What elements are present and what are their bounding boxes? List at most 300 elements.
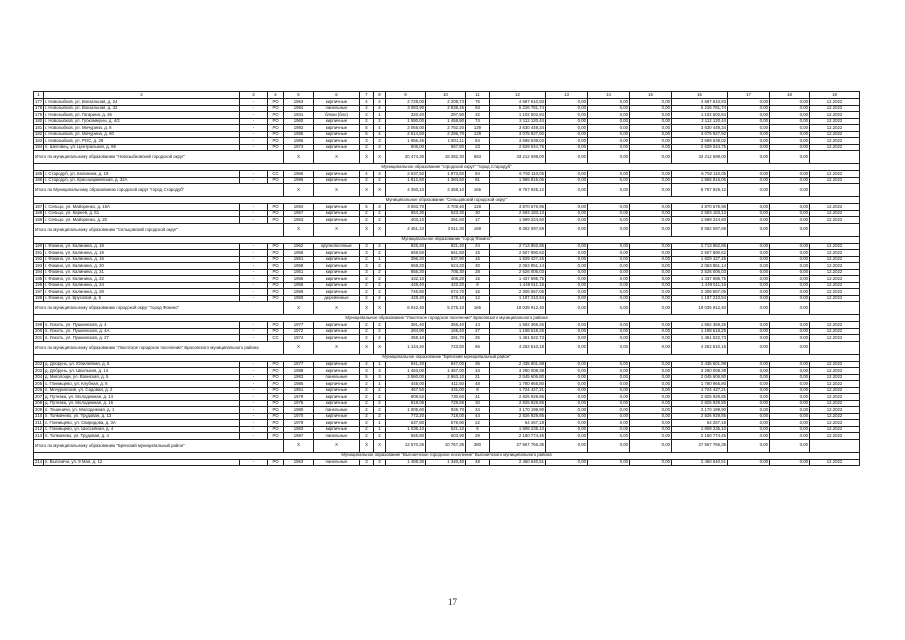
table-cell: 4 687 610,93 [490, 99, 546, 106]
table-cell: 64 [466, 138, 490, 145]
table-cell: 2 526 006,03 [672, 269, 728, 276]
table-cell: 12.2022 [810, 138, 860, 145]
header-cell: 9 [386, 92, 426, 99]
table-cell: 12.2022 [810, 217, 860, 224]
table-cell: 34 [466, 407, 490, 414]
table-cell: 0,00 [588, 112, 630, 119]
total-cell: X [374, 151, 386, 164]
total-cell: 0,00 [630, 223, 672, 236]
total-cell: X [360, 341, 374, 354]
table-cell: 12.2022 [810, 328, 860, 335]
table-cell: кирпичные [314, 250, 360, 257]
table-cell: 2 [360, 282, 374, 289]
total-cell: 27 567 766,35 [490, 439, 546, 452]
table-cell: 1979 [284, 394, 314, 401]
section-title: Муниципальное образование "Локотское городское поселение" Брасовского муниципального района [34, 315, 860, 322]
table-cell: РО [268, 125, 284, 132]
table-cell: 3 560,00 [386, 374, 426, 381]
table-cell: 0,00 [770, 289, 810, 296]
table-cell: г. Фокино, ул. Калинина, д. 28 [44, 289, 240, 296]
table-cell: кирпичные [314, 144, 360, 151]
table-cell: РО [268, 387, 284, 394]
table-cell: 32 [466, 112, 490, 119]
total-cell: 4 451,10 [386, 223, 426, 236]
total-cell: 0,00 [770, 439, 810, 452]
table-cell: 75 [466, 99, 490, 106]
table-cell: 445,40 [386, 282, 426, 289]
table-cell: 0,00 [588, 374, 630, 381]
table-cell: 2 [374, 210, 386, 217]
table-cell: 21 [466, 374, 490, 381]
total-cell: 0,00 [770, 151, 810, 164]
table-cell: 0,00 [770, 204, 810, 211]
table-cell: 2 [360, 420, 374, 427]
table-cell: 0,00 [728, 322, 770, 329]
total-cell: 5 275,10 [426, 302, 466, 315]
table-cell: 0,00 [546, 210, 588, 217]
table-cell: 2 629 044,75 [672, 144, 728, 151]
table-cell: 81 [466, 177, 490, 184]
table-cell: 2 826 929,85 [490, 413, 546, 420]
table-cell: крупноблочные [314, 243, 360, 250]
table-cell: 0,00 [546, 387, 588, 394]
total-cell: 0,00 [728, 302, 770, 315]
table-cell: 1983 [284, 374, 314, 381]
table-cell: РО [268, 322, 284, 329]
total-cell: 0,00 [588, 341, 630, 354]
table-cell: 2 [360, 426, 374, 433]
table-cell: 2 825 929,85 [672, 394, 728, 401]
table-cell: РО [268, 269, 284, 276]
total-cell [810, 302, 860, 315]
table-cell: 2 838,45 [426, 105, 466, 112]
table-cell: 2 614,50 [386, 131, 426, 138]
table-cell: 0,00 [546, 289, 588, 296]
table-cell: 2 [374, 118, 386, 125]
table-cell: - [240, 328, 268, 335]
table-cell: - [240, 361, 268, 368]
table-cell: 1 187 210,54 [672, 295, 728, 302]
table-cell: 0,00 [728, 276, 770, 283]
total-cell: 165 [466, 184, 490, 197]
table-cell: 2 526 006,03 [490, 269, 546, 276]
total-cell: 0,00 [588, 302, 630, 315]
table-cell: 2 [374, 295, 386, 302]
table-cell: 3 870 676,96 [490, 204, 546, 211]
table-cell: 2 637,50 [386, 171, 426, 178]
table-cell: - [240, 118, 268, 125]
table-cell: 0,00 [588, 118, 630, 125]
table-cell: 203 [35, 367, 43, 373]
table-cell: кирпичные [314, 204, 360, 211]
table-cell: 0,00 [728, 407, 770, 414]
table-cell: 0,00 [770, 381, 810, 388]
total-cell: X [284, 151, 314, 164]
total-row [34, 439, 860, 452]
table-cell: 0,00 [770, 263, 810, 270]
total-cell: 0,00 [770, 184, 810, 197]
table-cell: 429,20 [386, 295, 426, 302]
table-cell: - [240, 263, 268, 270]
table-cell: 2 296,70 [426, 131, 466, 138]
table-cell: 12.2022 [810, 112, 860, 119]
table-cell: 1 463,00 [386, 368, 426, 375]
table-cell: 0,00 [728, 459, 770, 466]
table-cell: 0,00 [770, 361, 810, 368]
table-cell: 0,00 [546, 374, 588, 381]
table-cell: д. Миголощи, ул. Воинская, д. 5 [44, 374, 240, 381]
section-title: Муниципальное образование "город Фокино" [34, 236, 860, 243]
table-cell: 1 340,40 [426, 459, 466, 466]
table-cell: кирпичные [314, 368, 360, 375]
table-cell: РО [268, 420, 284, 427]
table-cell: РО [268, 138, 284, 145]
table-cell: г. Новозыбков, ул. Губкоммуны, д. 4/2 [44, 118, 240, 125]
table-cell: 0,00 [588, 407, 630, 414]
table-cell: 0,00 [630, 125, 672, 132]
table-cell: 2 [360, 144, 374, 151]
table-cell: 297,90 [426, 112, 466, 119]
table-cell: 1 [374, 381, 386, 388]
table-cell: РО [268, 131, 284, 138]
total-cell: 0,00 [770, 302, 810, 315]
table-cell: - [240, 387, 268, 394]
table-cell: 0,00 [546, 118, 588, 125]
table-cell: 15 [466, 250, 490, 257]
section-row [34, 354, 860, 361]
table-cell: 0,00 [588, 394, 630, 401]
table-cell: 2 [360, 217, 374, 224]
total-cell: 4 350,10 [386, 184, 426, 197]
table-cell: 0,00 [630, 335, 672, 342]
table-cell: 2 063 851,14 [490, 263, 546, 270]
table-cell: п. Локоть, ул. Пушкинская, д. 27 [44, 335, 240, 342]
table-cell: 0,00 [728, 204, 770, 211]
table-cell: 3 [360, 263, 374, 270]
table-cell: 0,00 [728, 282, 770, 289]
total-label: Итого по муниципальному образованию городской округ "город Фокино" [34, 302, 284, 315]
table-cell: 0,00 [588, 131, 630, 138]
total-cell: 0,00 [588, 151, 630, 164]
table-cell: 411,50 [426, 381, 466, 388]
table-cell: - [240, 243, 268, 250]
table-cell: 0,00 [770, 322, 810, 329]
table-cell: 93 [466, 105, 490, 112]
table-cell: 0,00 [728, 335, 770, 342]
table-cell: 0,00 [728, 210, 770, 217]
table-cell: 12.2022 [810, 368, 860, 375]
table-cell: 0,00 [588, 171, 630, 178]
table-cell: 1958 [284, 250, 314, 257]
table-cell: 12.2022 [810, 204, 860, 211]
table-cell: 821,40 [426, 243, 466, 250]
table-cell: - [240, 335, 268, 342]
total-label: Итого по муниципальному образованию "Брянский муниципальный район" [34, 439, 284, 452]
table-cell: 1 [374, 256, 386, 263]
table-cell: 0,00 [588, 250, 630, 257]
table-cell: 5 [360, 374, 374, 381]
table-cell: кирпичные [314, 328, 360, 335]
total-cell: 0,00 [770, 223, 810, 236]
table-cell: кирпичные [314, 381, 360, 388]
table-cell: 0,00 [770, 394, 810, 401]
table-cell: РО [268, 426, 284, 433]
table-cell: 567,80 [426, 144, 466, 151]
total-cell: X [374, 223, 386, 236]
table-cell: 0,00 [728, 171, 770, 178]
header-cell: 15 [630, 92, 672, 99]
total-row [34, 341, 860, 354]
table-cell: 0,00 [770, 138, 810, 145]
table-cell: 8 [466, 387, 490, 394]
total-cell: X [314, 223, 360, 236]
table-cell: 0,00 [546, 328, 588, 335]
table-cell: 201 [35, 334, 43, 340]
table-cell: РО [268, 118, 284, 125]
table-cell: 3 [374, 138, 386, 145]
table-cell: 12.2022 [810, 118, 860, 125]
header-cell: 5 [284, 92, 314, 99]
table-cell: 2 [374, 413, 386, 420]
table-cell: 1 965 815,06 [672, 177, 728, 184]
table-cell: - [240, 374, 268, 381]
total-cell: X [284, 439, 314, 452]
table-cell: г. Новозыбков, ул. Мичурина, д. 8 [44, 125, 240, 132]
table-cell: 1 801,11 [426, 138, 466, 145]
table-cell: 15 [466, 289, 490, 296]
table-cell: 12 [466, 295, 490, 302]
table-cell: 180 [35, 118, 43, 124]
table-cell: 0,00 [588, 177, 630, 184]
table-cell: 177 [35, 98, 43, 104]
table-cell: кирпичные [314, 420, 360, 427]
total-cell: X [360, 439, 374, 452]
table-cell: 0,00 [588, 263, 630, 270]
section-row [34, 197, 860, 204]
table-cell: 1972 [284, 328, 314, 335]
table-cell: - [240, 210, 268, 217]
table-cell: 2 [374, 433, 386, 440]
table-cell: 1 437 695,75 [490, 276, 546, 283]
table-cell: 181 [35, 124, 43, 130]
table-cell: 0,00 [728, 413, 770, 420]
total-cell: 20 474,30 [386, 151, 426, 164]
table-cell: 0,00 [588, 99, 630, 106]
table-cell: 0,00 [546, 361, 588, 368]
table-cell: - [240, 394, 268, 401]
table-cell: 0,00 [630, 420, 672, 427]
table-cell: д. Путевка, ул. Молодежная, д. 16 [44, 400, 240, 407]
table-cell: 3 [374, 144, 386, 151]
table-cell: 422,20 [426, 282, 466, 289]
table-cell: 0,00 [728, 243, 770, 250]
table-cell: 0,00 [630, 118, 672, 125]
table-cell: 674,70 [426, 289, 466, 296]
table-cell: 2 963,10 [426, 374, 466, 381]
table-cell: 34 [466, 368, 490, 375]
table-cell: 0,00 [588, 433, 630, 440]
table-cell: 30 [466, 263, 490, 270]
table-cell: - [240, 459, 268, 466]
table-cell: 0,00 [588, 426, 630, 433]
table-cell: 0,00 [728, 125, 770, 132]
table-cell: 0,00 [630, 105, 672, 112]
table-cell: 64 267,18 [490, 420, 546, 427]
table-cell: кирпичные [314, 276, 360, 283]
table-cell: г. Новозыбков, ул. Вокзальная, д. 24 [44, 99, 240, 106]
table-cell: 3 [360, 243, 374, 250]
table-cell: 3 [374, 368, 386, 375]
table-cell: 0,00 [728, 105, 770, 112]
table-cell: 0,00 [630, 459, 672, 466]
table-cell: кирпичные [314, 131, 360, 138]
table-cell: РО [268, 105, 284, 112]
table-cell: 197 [35, 288, 43, 294]
table-cell: 1977 [284, 361, 314, 368]
table-cell: 214 [35, 459, 43, 465]
table-cell: 2 [374, 387, 386, 394]
table-cell: СС [268, 171, 284, 178]
table-cell: г. Новозыбков, ул. Гагарина, д. 26 [44, 112, 240, 119]
table-cell: 12.2022 [810, 177, 860, 184]
table-cell: д. Добрунь, ул. Юбилейная, д. 5 [44, 361, 240, 368]
table-cell: - [240, 105, 268, 112]
table-cell: 205 [35, 380, 43, 386]
total-cell: 0,00 [728, 341, 770, 354]
table-cell: 1 384,60 [426, 177, 466, 184]
table-cell: 730,60 [426, 394, 466, 401]
table-cell: 74 [466, 118, 490, 125]
table-cell: 12.2022 [810, 335, 860, 342]
table-cell: кирпичные [314, 289, 360, 296]
table-cell: 0,00 [546, 243, 588, 250]
table-cell: 0,00 [728, 361, 770, 368]
table-cell: 1958 [284, 289, 314, 296]
table-cell: 521,10 [426, 426, 466, 433]
table-cell: 0,00 [630, 322, 672, 329]
table-cell: 0,00 [630, 210, 672, 217]
table-cell: 2 306 567,06 [672, 289, 728, 296]
table-cell: 0,00 [546, 420, 588, 427]
table-cell: 4 [360, 105, 374, 112]
table-cell: РО [268, 413, 284, 420]
total-cell: 0,00 [546, 439, 588, 452]
table-cell: 12.2022 [810, 289, 860, 296]
table-cell: 186 [35, 177, 43, 183]
table-cell: 1977 [284, 322, 314, 329]
table-cell: 718,00 [426, 413, 466, 420]
total-cell: X [374, 341, 386, 354]
table-cell: 1 599 224,60 [672, 217, 728, 224]
table-cell: 0,00 [588, 361, 630, 368]
table-cell: 1 198 618,25 [672, 328, 728, 335]
table-cell: 926,70 [426, 407, 466, 414]
header-cell: 16 [672, 92, 728, 99]
table-cell: г. Сельцо, ул. Киреев, д. 51 [44, 210, 240, 217]
table-cell: 185 [35, 170, 43, 176]
table-cell: 2 [374, 177, 386, 184]
table-cell: 818,05 [386, 400, 426, 407]
table-cell: 179 [35, 111, 43, 117]
table-cell: РО [268, 289, 284, 296]
total-cell: 0,00 [588, 223, 630, 236]
total-cell: 0,00 [630, 439, 672, 452]
table-cell: 12.2022 [810, 269, 860, 276]
table-cell: 0,00 [728, 138, 770, 145]
table-cell: 12.2022 [810, 322, 860, 329]
table-cell: 5 [360, 204, 374, 211]
table-cell: кирпичные [314, 210, 360, 217]
table-cell: г. Новозыбков, ул. РОС, д. 28 [44, 138, 240, 145]
buildings-table [33, 91, 860, 466]
table-cell: 2 [374, 407, 386, 414]
table-cell: 2 [360, 295, 374, 302]
table-cell: 0,00 [630, 177, 672, 184]
total-cell: X [284, 302, 314, 315]
table-cell: 0,00 [630, 243, 672, 250]
table-cell: 0,00 [546, 400, 588, 407]
table-cell: 2 593 183,13 [672, 210, 728, 217]
total-cell: 0,00 [630, 302, 672, 315]
table-cell: 0,00 [546, 276, 588, 283]
total-cell: 33 212 698,00 [490, 151, 546, 164]
table-cell: 2 507 890,62 [490, 250, 546, 257]
table-cell: 0,00 [770, 413, 810, 420]
table-cell: г. Фокино, ул. Брусовой, д. 5 [44, 295, 240, 302]
table-cell: 1958 [284, 263, 314, 270]
total-cell: 66 [466, 341, 490, 354]
table-cell: 0,00 [588, 256, 630, 263]
total-cell: 10 767,35 [426, 439, 466, 452]
table-cell: 1 829 427,45 [490, 256, 546, 263]
table-cell: кирпичные [314, 171, 360, 178]
table-cell: 209 [35, 406, 43, 412]
table-cell: 467,50 [386, 387, 426, 394]
table-cell: 1961 [284, 256, 314, 263]
table-cell: д. Добрунь, ул. Школьная, д. 14 [44, 368, 240, 375]
table-row [34, 459, 860, 466]
table-cell: 1 965 815,06 [490, 177, 546, 184]
table-cell: 1931 [284, 112, 314, 119]
table-cell: 2 507 890,62 [672, 250, 728, 257]
table-cell: 196 [35, 282, 43, 288]
table-cell: 0,00 [728, 394, 770, 401]
table-cell: г. Стародуб, ул. Калинина, д. 19 [44, 171, 240, 178]
header-cell: 1 [34, 92, 44, 99]
table-cell: РО [268, 256, 284, 263]
header-cell: 14 [588, 92, 630, 99]
header-cell: 18 [770, 92, 810, 99]
total-cell: X [360, 184, 374, 197]
table-cell: 291,70 [426, 335, 466, 342]
table-cell: 355,40 [426, 322, 466, 329]
total-row [34, 223, 860, 236]
table-cell: 2 [360, 328, 374, 335]
table-cell: кирпичные [314, 361, 360, 368]
header-cell: 3 [240, 92, 268, 99]
table-cell: 0,00 [588, 459, 630, 466]
table-cell: 0,00 [728, 256, 770, 263]
table-cell: 0,00 [546, 394, 588, 401]
table-cell: 198 [35, 295, 43, 301]
table-cell: 12.2022 [810, 171, 860, 178]
table-cell: 3 065,00 [386, 125, 426, 132]
header-cell: 6 [314, 92, 360, 99]
table-cell: 0,00 [546, 125, 588, 132]
table-cell: 0,00 [588, 381, 630, 388]
table-cell: п. Выгоничи, ул. 9 Мая, д. 12 [44, 459, 240, 466]
table-cell: 2 709,40 [426, 204, 466, 211]
